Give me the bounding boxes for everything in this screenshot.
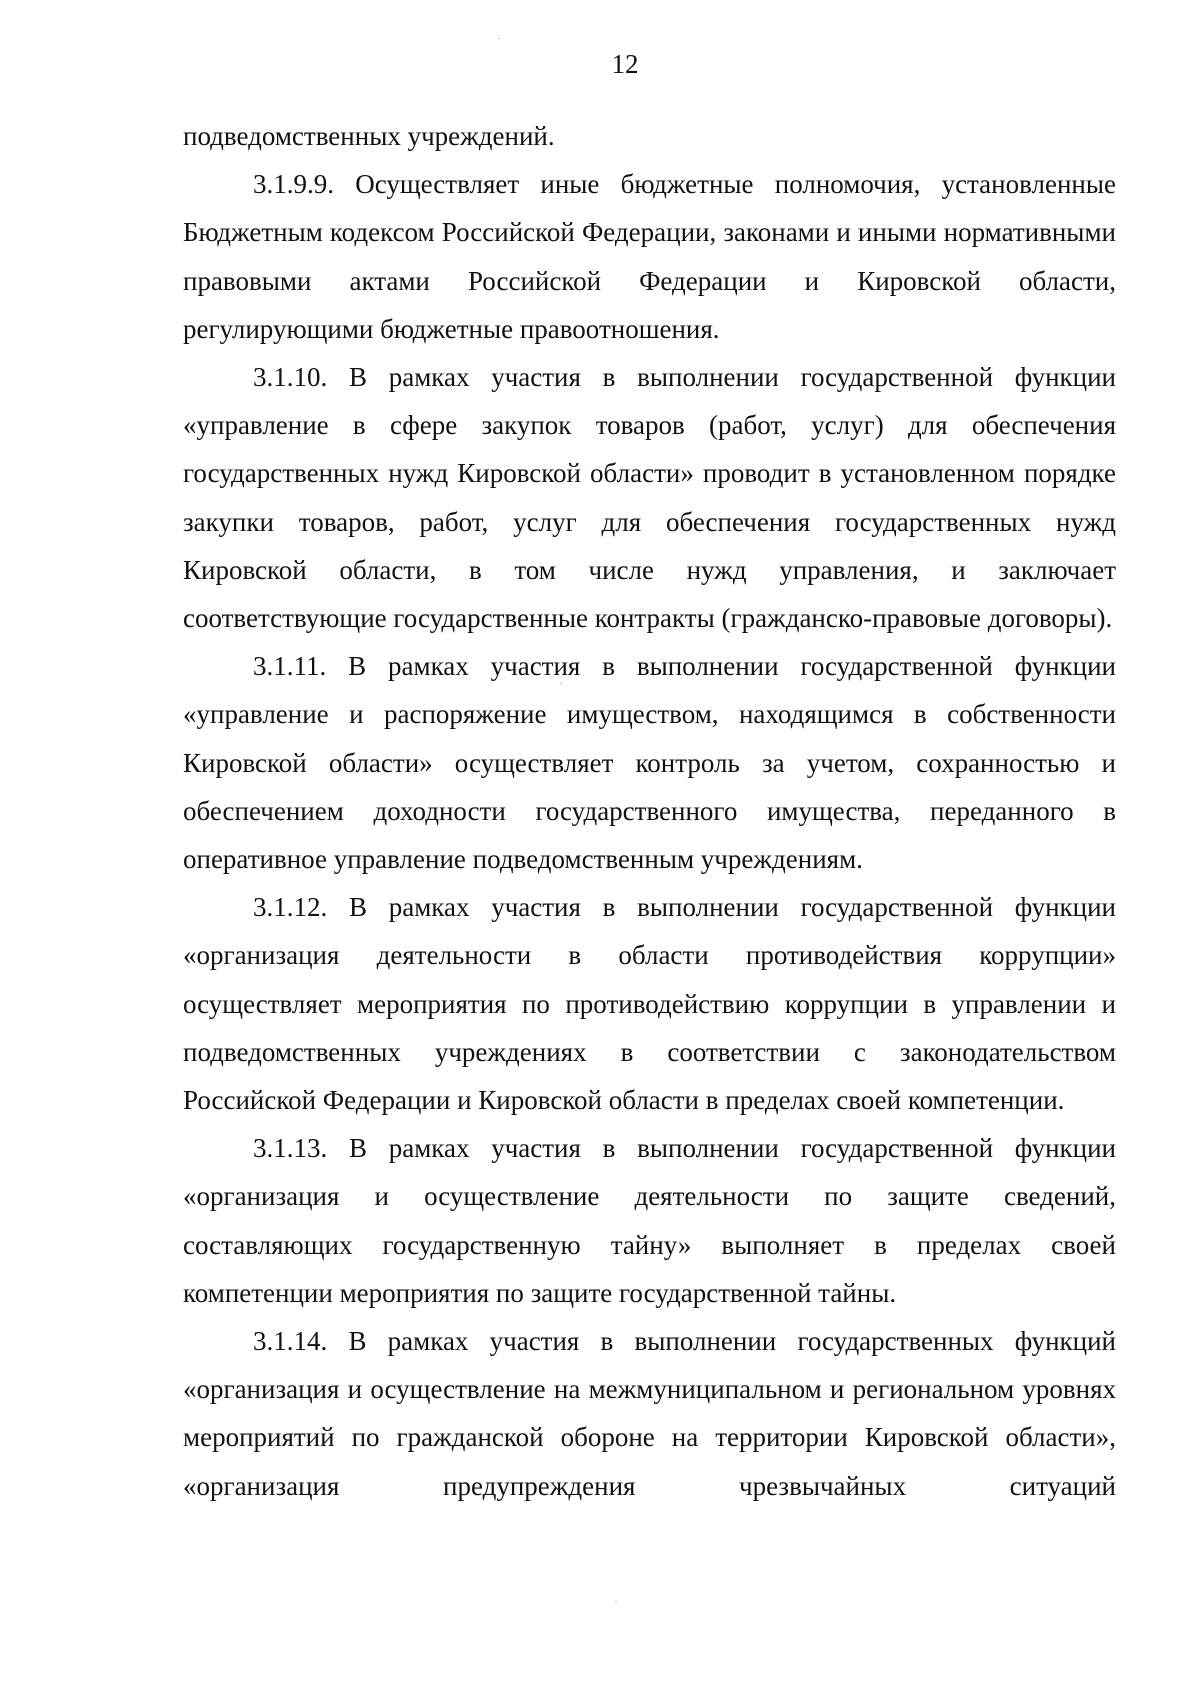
scan-speck [560,683,562,684]
paragraph-3-1-9-9: 3.1.9.9. Осуществляет иные бюджетные полномочия, установленные Бюджетным кодексом Российской Федерации, законами и иными нормативными правовыми актами Российской Федерации и Кировской области, регулирующими бюджетные правоотношения. [183,169,1116,344]
paragraph-3-1-11: 3.1.11. В рамках участия в выполнении государственной функции «управление и распоряжение имуществом, находящимся в собственности Кировской области» осуществляет контроль за учетом, сохранностью и обеспечением доходности государственного имущества, переданного в оперативное управление подведомственным учреждениям. [183,651,1116,875]
paragraph-3-1-12: 3.1.12. В рамках участия в выполнении государственной функции «организация деятельности в области противодействия коррупции» осуществляет мероприятия по противодействию коррупции в управлении и подведомственных учреждениях в соответствии с законодательством Российской Федерации и Кировской области в пределах своей компетенции. [183,892,1116,1116]
document-body [183,112,1116,1510]
paragraph-3-1-14: 3.1.14. В рамках участия в выполнении государственных функций «организация и осуществление на межмуниципальном и региональном уровнях мероприятий по гражданской обороне на территории Кировской области», «организация предупреждения чрезвычайных ситуаций [183,1326,1116,1501]
scan-speck [615,1602,617,1603]
paragraph-3-1-10: 3.1.10. В рамках участия в выполнении государственной функции «управление в сфере закупок товаров (работ, услуг) для обеспечения государственных нужд Кировской области» проводит в установленном порядке закупки товаров, работ, услуг для обеспечения государственных нужд Кировской области, в том числе нужд управления, и заключает соответствующие государственные контракты (гражданско-правовые договоры). [183,362,1116,634]
paragraph-3-1-13: 3.1.13. В рамках участия в выполнении государственной функции «организация и осуществление деятельности по защите сведений, составляющих государственную тайну» выполняет в пределах своей компетенции мероприятия по защите государственной тайны. [183,1133,1116,1308]
paragraph-continuation: подведомственных учреждений. [183,121,555,151]
page-number: 12 [611,49,639,79]
scan-speck [498,38,500,39]
